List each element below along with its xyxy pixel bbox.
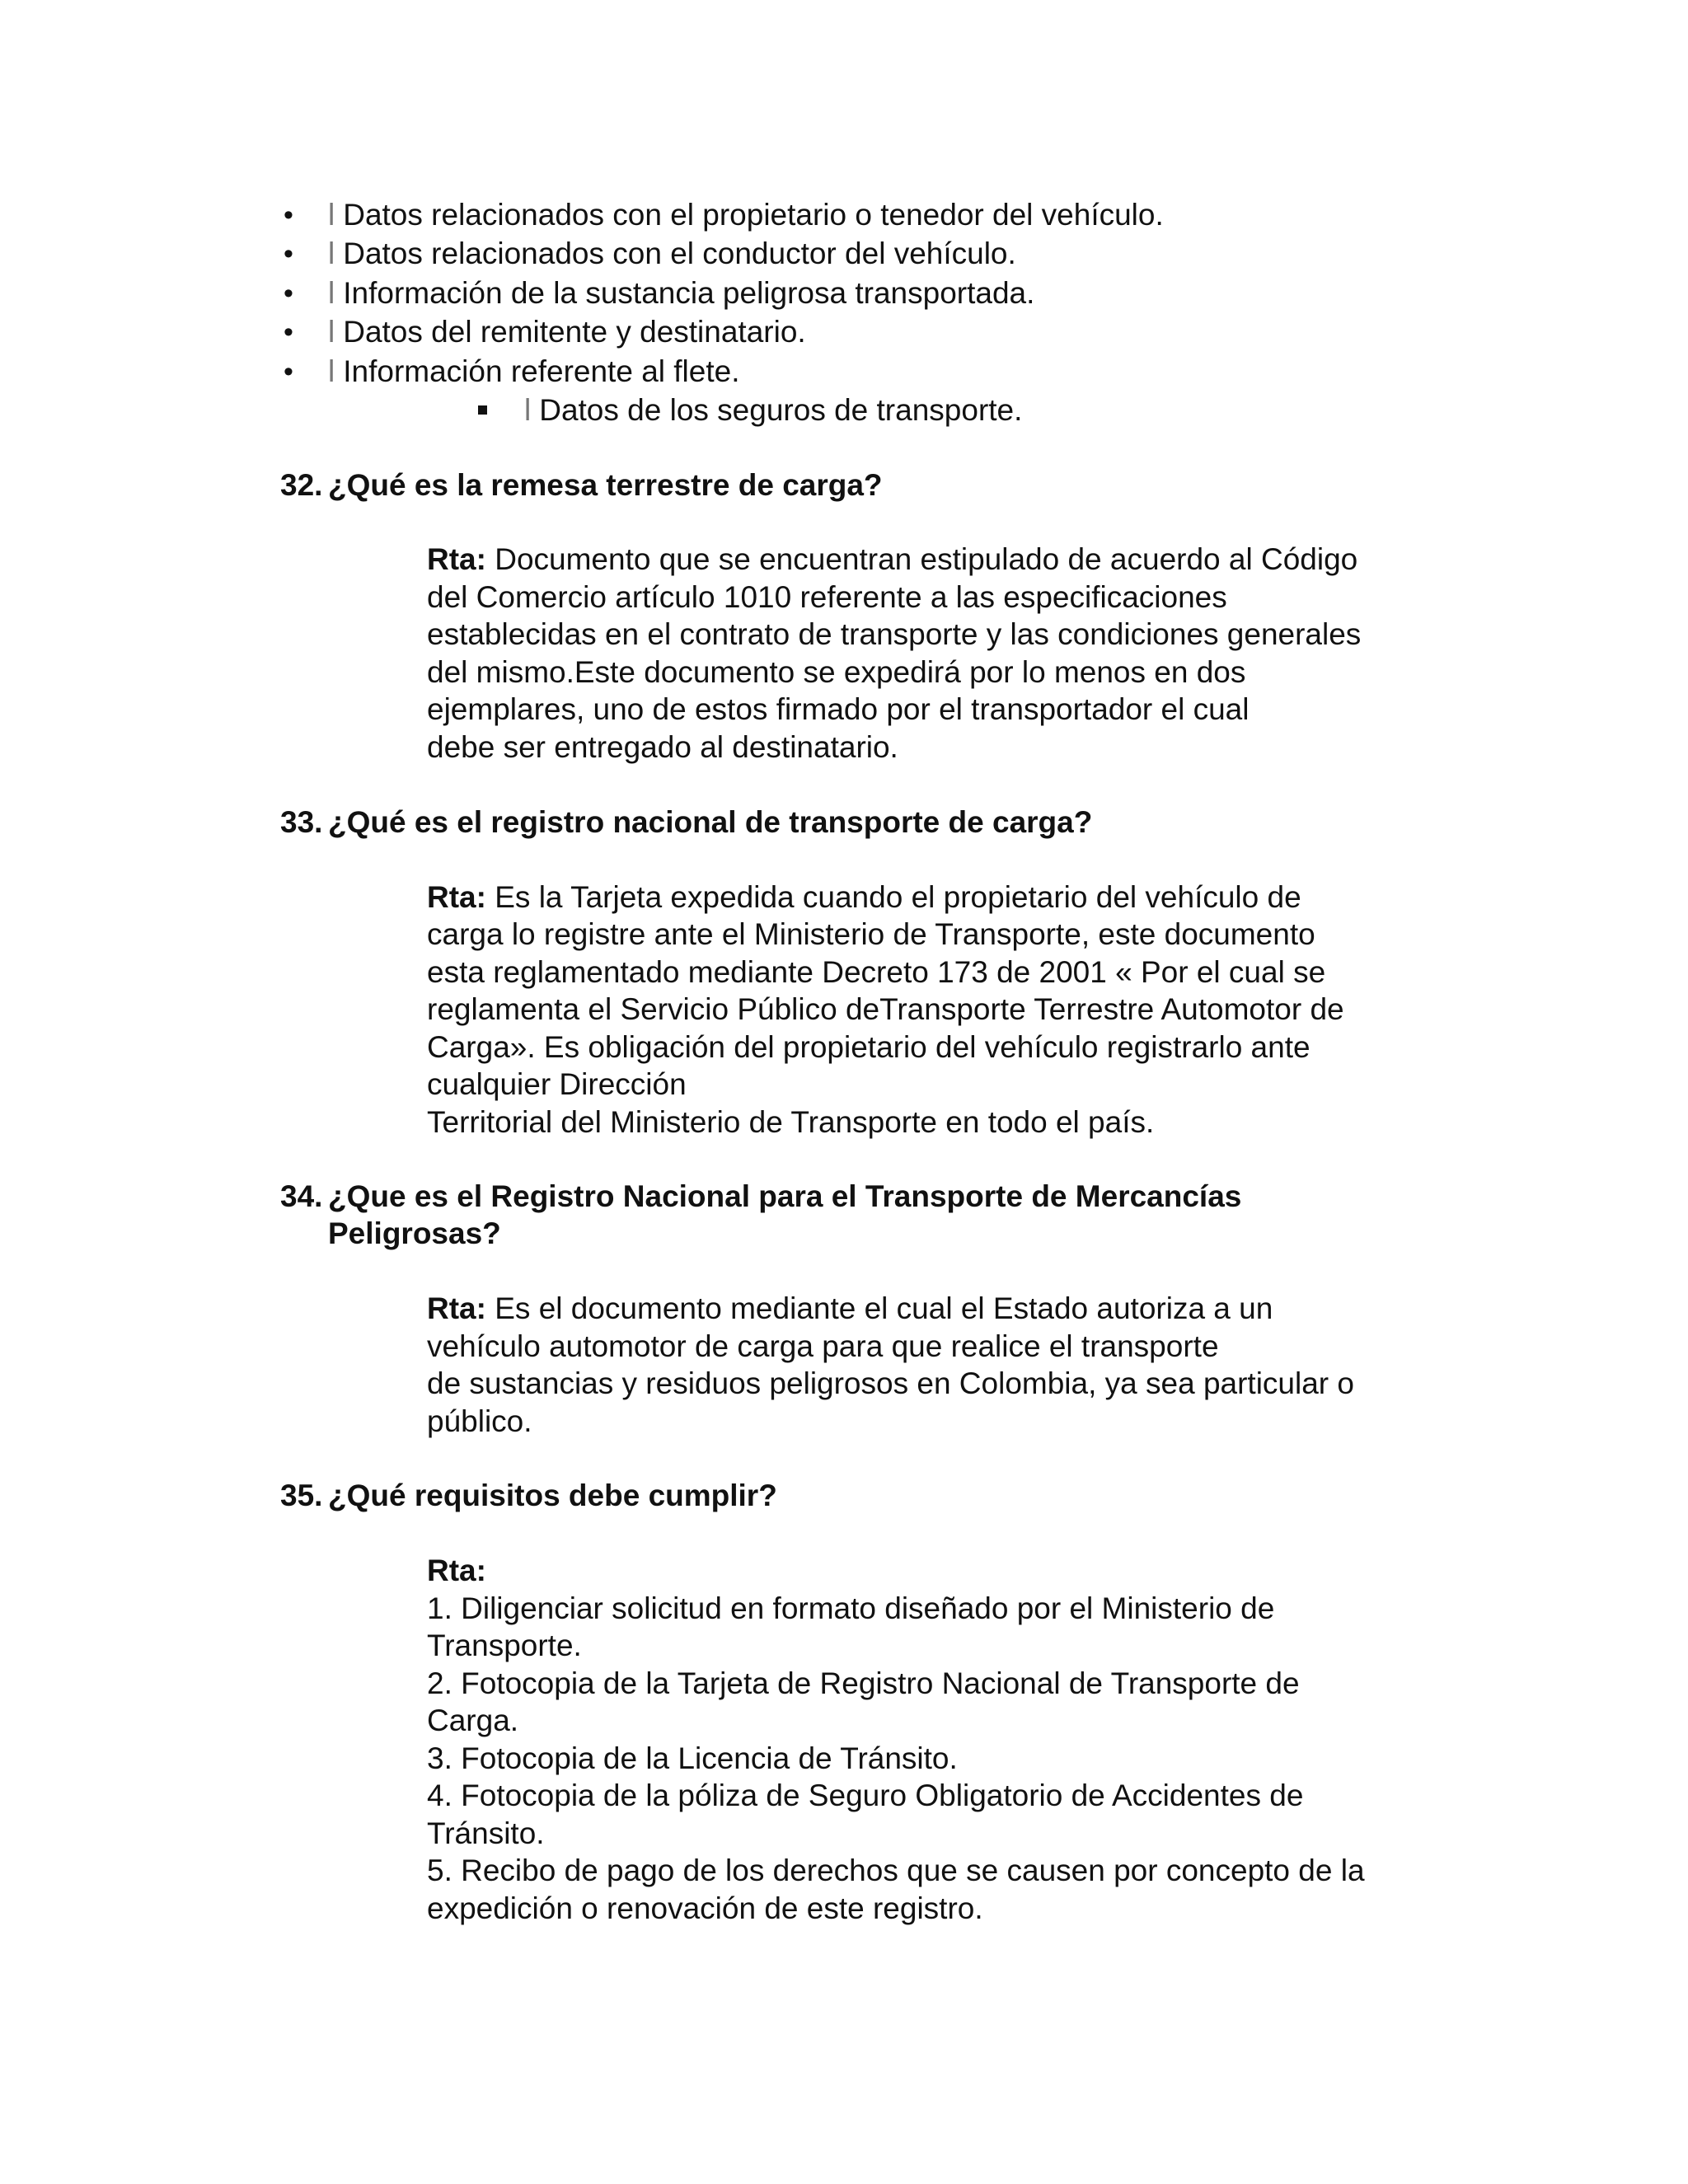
question-title: ¿Que es el Registro Nacional para el Transporte de Mercancías: [328, 1179, 1242, 1213]
question-number: 35.: [280, 1479, 323, 1512]
question-title: Peligrosas?: [328, 1216, 501, 1250]
answer-line: Territorial del Ministerio de Transporte en todo el país.: [427, 1105, 1155, 1139]
answer-line: 5. Recibo de pago de los derechos que se causen por concepto de la: [427, 1854, 1365, 1887]
answer-line: reglamenta el Servicio Público deTransporte Terrestre Automotor de: [427, 992, 1344, 1026]
bullet-icon: •: [284, 356, 293, 387]
rta-label: Rta:: [427, 1291, 486, 1325]
sub-list-item: l Datos de los seguros de transporte.: [524, 393, 1023, 427]
answer-line: debe ser entregado al destinatario.: [427, 730, 898, 764]
answer-line: Rta: Es la Tarjeta expedida cuando el propietario del vehículo de: [427, 880, 1301, 914]
answer-line: vehículo automotor de carga para que realice el transporte: [427, 1329, 1219, 1363]
question-title: ¿Qué es la remesa terrestre de carga?: [328, 468, 883, 502]
answer-line: Tránsito.: [427, 1816, 545, 1850]
question-number: 34.: [280, 1179, 323, 1213]
answer-line: Carga». Es obligación del propietario del vehículo registrarlo ante: [427, 1030, 1311, 1064]
answer-line: Rta: Documento que se encuentran estipulado de acuerdo al Código: [427, 542, 1358, 576]
question-number: 33.: [280, 805, 323, 839]
question-title: ¿Qué requisitos debe cumplir?: [328, 1479, 777, 1512]
answer-line: establecidas en el contrato de transporte y las condiciones generales: [427, 617, 1362, 651]
answer-line: 3. Fotocopia de la Licencia de Tránsito.: [427, 1741, 958, 1775]
answer-line: público.: [427, 1404, 532, 1438]
rta-label: Rta:: [427, 880, 486, 914]
answer-line: Carga.: [427, 1704, 519, 1737]
list-item: l Datos del remitente y destinatario.: [328, 315, 806, 349]
rta-label: Rta:: [427, 542, 486, 576]
rta-label: Rta:: [427, 1554, 486, 1587]
question-title: ¿Qué es el registro nacional de transporte de carga?: [328, 805, 1093, 839]
bullet-icon: •: [284, 278, 293, 309]
answer-line: Transporte.: [427, 1629, 582, 1662]
list-item: l Datos relacionados con el conductor del vehículo.: [328, 237, 1016, 270]
answer-line: esta reglamentado mediante Decreto 173 de 2001 « Por el cual se: [427, 955, 1326, 989]
answer-line: Rta: Es el documento mediante el cual el Estado autoriza a un: [427, 1291, 1273, 1325]
answer-line: 2. Fotocopia de la Tarjeta de Registro Nacional de Transporte de: [427, 1666, 1300, 1700]
answer-line: carga lo registre ante el Ministerio de Transporte, este documento: [427, 917, 1315, 951]
answer-line: de sustancias y residuos peligrosos en Colombia, ya sea particular o: [427, 1366, 1354, 1400]
list-item: l Datos relacionados con el propietario o tenedor del vehículo.: [328, 198, 1164, 232]
question-number: 32.: [280, 468, 323, 502]
answer-line: 1. Diligenciar solicitud en formato diseñado por el Ministerio de: [427, 1591, 1275, 1625]
answer-line: del mismo.Este documento se expedirá por lo menos en dos: [427, 655, 1246, 689]
answer-line: del Comercio artículo 1010 referente a las especificaciones: [427, 580, 1227, 614]
square-bullet-icon: [478, 405, 487, 415]
answer-line: ejemplares, uno de estos firmado por el transportador el cual: [427, 692, 1250, 726]
answer-line: 4. Fotocopia de la póliza de Seguro Obligatorio de Accidentes de: [427, 1779, 1304, 1812]
answer-line: expedición o renovación de este registro.: [427, 1891, 983, 1925]
answer-line: cualquier Dirección: [427, 1067, 687, 1101]
bullet-icon: •: [284, 316, 293, 348]
list-item: l Información de la sustancia peligrosa transportada.: [328, 276, 1035, 310]
bullet-icon: •: [284, 199, 293, 231]
list-item: l Información referente al flete.: [328, 354, 740, 388]
bullet-icon: •: [284, 238, 293, 269]
